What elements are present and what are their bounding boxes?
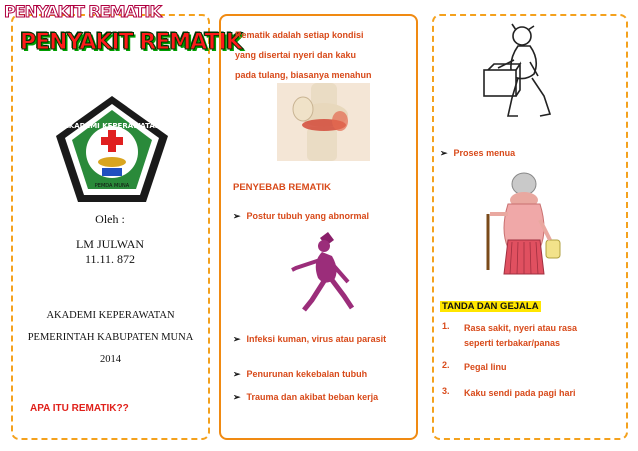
- symptom-text: Rasa sakit, nyeri atau rasa seperti terbakar/panas: [464, 323, 578, 348]
- symptom-number: 1.: [442, 321, 450, 331]
- bullet-arrow-icon: ➢: [440, 148, 448, 158]
- title-wordart: PENYAKIT REMATIK: [20, 30, 242, 55]
- author-name: LM JULWAN: [75, 237, 145, 251]
- cause-item-1: [233, 211, 369, 222]
- definition-line-2: yang disertai nyeri dan kaku: [235, 50, 357, 60]
- symptom-number: 2.: [442, 360, 450, 370]
- logo-subtext: PEMDA MUNA: [94, 183, 130, 189]
- year: 2014: [100, 354, 121, 365]
- academy-logo: [52, 92, 172, 207]
- author-block: [30, 237, 190, 267]
- title-wordart-back: PENYAKIT REMATIK: [4, 2, 161, 21]
- logo-text: AKADEMI KEPERAWATAN: [63, 122, 161, 130]
- cause-item-3-text: Penurunan kekebalan tubuh: [246, 369, 368, 379]
- cause-item-5: [440, 148, 515, 159]
- bullet-arrow-icon: ➢: [233, 334, 241, 344]
- cause-item-1-text: Postur tubuh yang abnormal: [246, 211, 370, 221]
- author-id: 11.11. 872: [84, 252, 136, 266]
- knee-joint-image: [277, 83, 370, 161]
- definition-line-3: pada tulang, biasanya menahun: [235, 70, 372, 80]
- symptoms-heading: TANDA DAN GEJALA: [442, 301, 539, 312]
- lifting-figure-illustration: [478, 20, 573, 125]
- cause-item-5-text: Proses menua: [453, 148, 516, 158]
- symptom-text: Kaku sendi pada pagi hari: [464, 388, 576, 398]
- definition-line-1: Rematik adalah setiap kondisi: [235, 30, 364, 40]
- symptom-item-1: [442, 321, 622, 353]
- bullet-arrow-icon: ➢: [233, 211, 241, 221]
- cause-item-2-text: Infeksi kuman, virus atau parasit: [246, 334, 387, 344]
- symptom-number: 3.: [442, 386, 450, 396]
- symptom-text: Pegal linu: [464, 362, 507, 372]
- by-label: Oleh :: [95, 212, 125, 226]
- bent-figure-illustration: [282, 230, 362, 315]
- institution-block: [11, 305, 210, 371]
- bullet-arrow-icon: ➢: [233, 392, 241, 402]
- cause-item-2: [233, 330, 411, 349]
- institution-line-2: PEMERINTAH KABUPATEN MUNA: [27, 332, 194, 343]
- cause-item-4: [233, 388, 411, 407]
- question-heading: APA ITU REMATIK??: [30, 403, 129, 414]
- symptom-item-2: [442, 360, 622, 376]
- definition-text: [235, 25, 405, 85]
- symptom-item-3: [442, 386, 622, 402]
- institution-line-1: AKADEMI KEPERAWATAN: [46, 310, 175, 321]
- cause-item-3: [233, 369, 367, 380]
- panel-cover: [11, 14, 210, 440]
- elderly-woman-illustration: [478, 170, 568, 280]
- bullet-arrow-icon: ➢: [233, 369, 241, 379]
- causes-heading: PENYEBAB REMATIK: [233, 182, 331, 193]
- cause-item-4-text: Trauma dan akibat beban kerja: [246, 392, 379, 402]
